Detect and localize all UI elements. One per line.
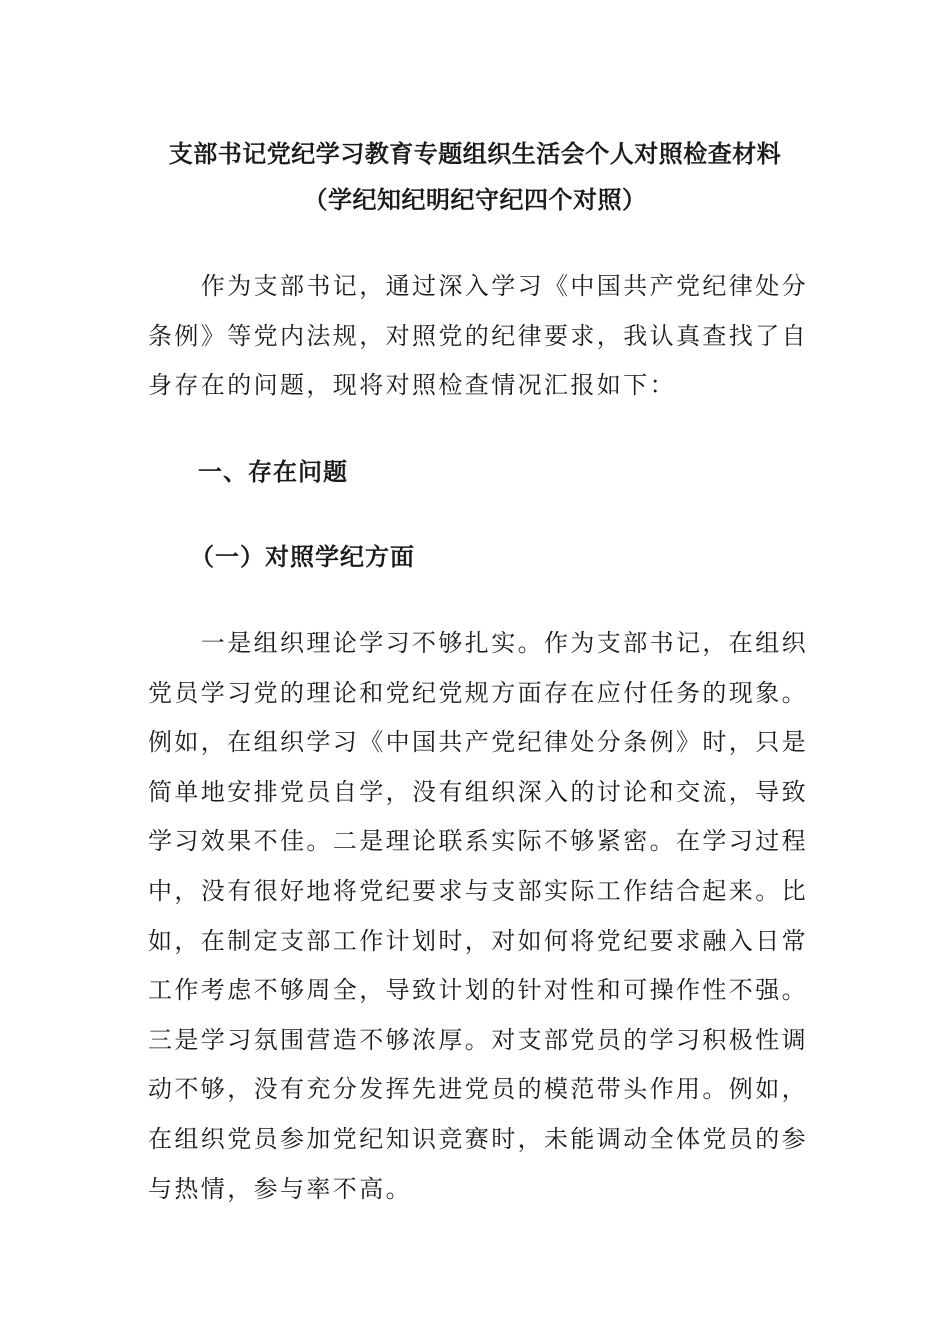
paragraph-line: 党员学习党的理论和党纪党规方面存在应付任务的现象。 [148, 678, 808, 707]
intro-paragraph [148, 262, 808, 411]
paragraph-line: 在组织党员参加党纪知识竞赛时，未能调动全体党员的参 [148, 1124, 808, 1153]
paragraph-line: 三是学习氛围营造不够浓厚。对支部党员的学习积极性调 [148, 1025, 808, 1054]
paragraph-line: 中，没有很好地将党纪要求与支部实际工作结合起来。比 [148, 876, 808, 905]
subsection-heading: （一）对照学纪方面 [190, 542, 415, 571]
paragraph-line: 一是组织理论学习不够扎实。作为支部书记，在组织 [148, 629, 808, 657]
paragraph-line: 动不够，没有充分发挥先进党员的模范带头作用。例如， [148, 1075, 808, 1104]
paragraph-line: 例如，在组织学习《中国共产党纪律处分条例》时，只是 [148, 728, 808, 757]
document-title: 支部书记党纪学习教育专题组织生活会个人对照检查材料 [168, 139, 782, 168]
intro-line: 身存在的问题，现将对照检查情况汇报如下： [148, 371, 676, 400]
paragraph-line: 学习效果不佳。二是理论联系实际不够紧密。在学习过程 [148, 827, 808, 856]
paragraph-line: 如，在制定支部工作计划时，对如何将党纪要求融入日常 [148, 926, 808, 955]
intro-line: 条例》等党内法规，对照党的纪律要求，我认真查找了自 [148, 321, 808, 350]
paragraph-line: 简单地安排党员自学，没有组织深入的讨论和交流，导致 [148, 777, 808, 806]
body-paragraph [148, 619, 808, 1214]
section-heading: 一、存在问题 [198, 457, 348, 486]
intro-line: 作为支部书记，通过深入学习《中国共产党纪律处分 [148, 272, 808, 300]
paragraph-line: 与热情，参与率不高。 [148, 1174, 412, 1203]
document-subtitle: （学纪知纪明纪守纪四个对照） [303, 185, 647, 214]
paragraph-line: 工作考虑不够周全，导致计划的针对性和可操作性不强。 [148, 976, 808, 1005]
